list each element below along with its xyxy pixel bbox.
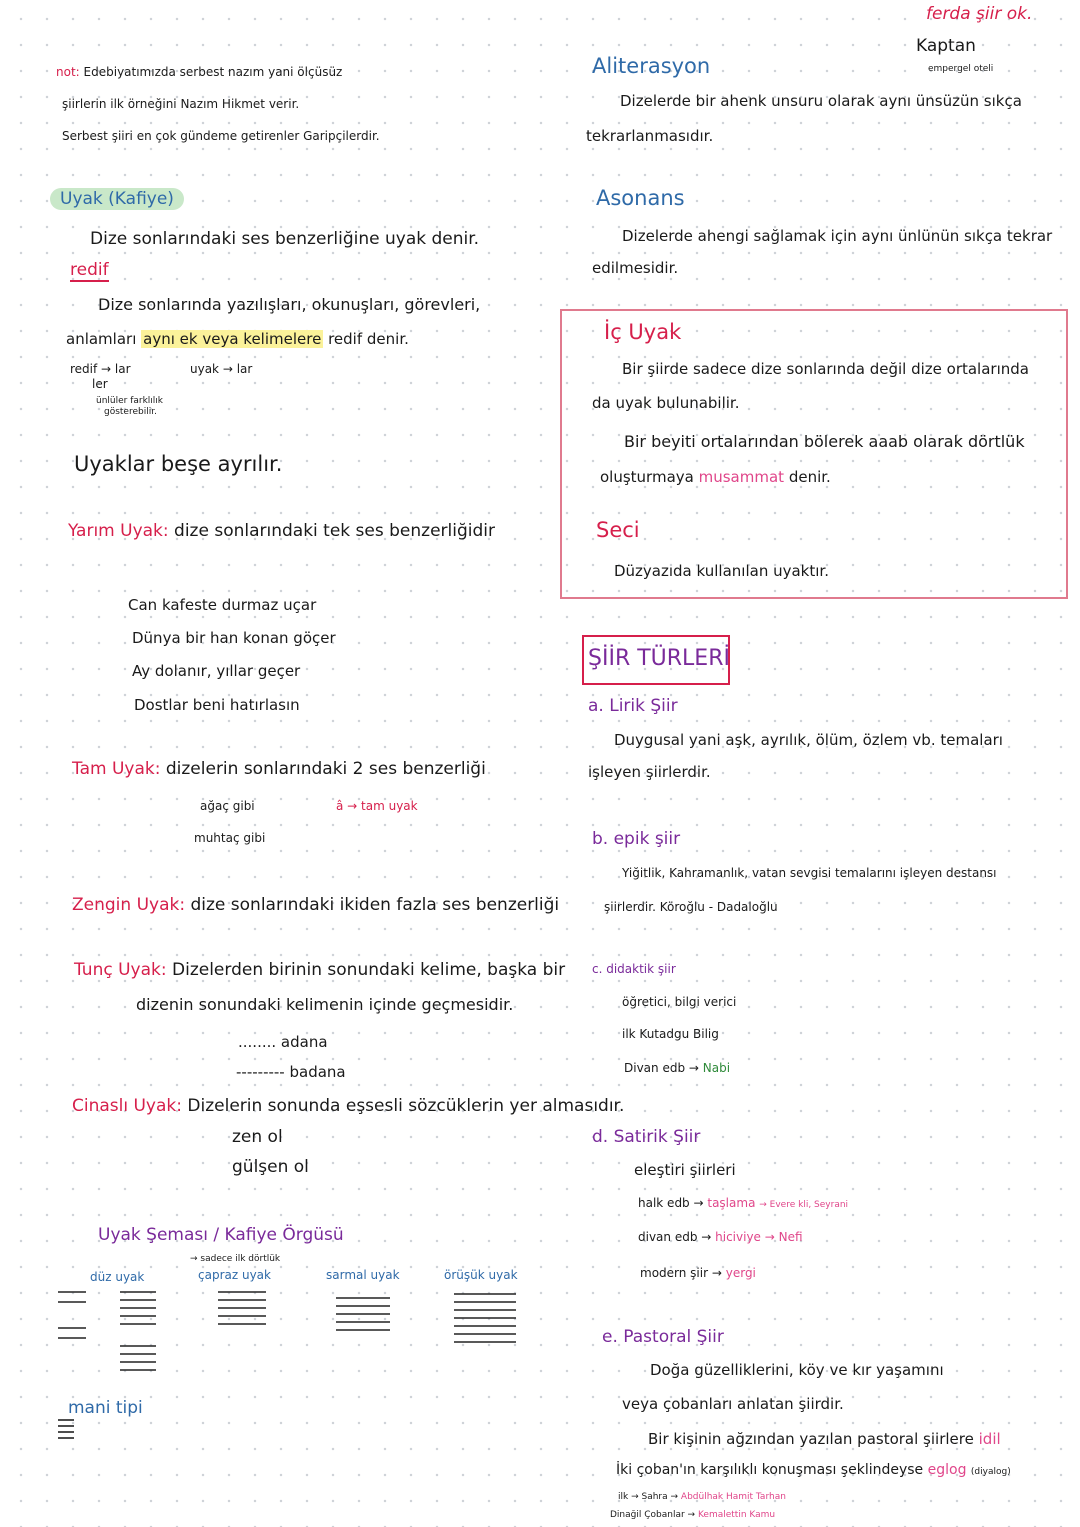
didaktik-line-2: ilk Kutadgu Bilig (622, 1027, 719, 1041)
ic-uyak-line-2: da uyak bulunabilir. (592, 394, 740, 412)
zengin-label: Zengin Uyak: (72, 895, 186, 915)
yergi: yergi (725, 1266, 756, 1280)
asonans-title: Asonans (596, 186, 685, 210)
satirik-line-1: eleştiri şiirleri (634, 1161, 736, 1179)
seci-line: Düzyazıda kullanılan uyaktır. (614, 562, 829, 580)
ic-line-4a: oluşturmaya (600, 468, 694, 486)
pastoral-line-5 (618, 1492, 786, 1503)
schema-capraz-label: çapraz uyak (198, 1268, 271, 1282)
aliterasyon-title: Aliterasyon (592, 54, 711, 78)
corner-note-kaptan: Kaptan (916, 36, 976, 56)
corner-note-title: ferda şiir ok. (926, 4, 1033, 24)
poem-line-2: Dünya bir han konan göçer (132, 629, 336, 647)
musammat-term: musammat (698, 468, 785, 486)
redif-line-2c: redif denir. (328, 330, 409, 348)
ic-uyak-box (560, 309, 1068, 599)
satirik-title: d. Satirik Şiir (592, 1127, 701, 1147)
satirik-line-3 (638, 1230, 803, 1244)
asonans-line-2: edilmesidir. (592, 259, 679, 277)
pastoral-title: e. Pastoral Şiir (602, 1327, 724, 1347)
pastoral-line-6 (610, 1510, 775, 1521)
pastoral-line-5a: ilk → Sahra → (618, 1492, 679, 1502)
abdulhak-hamit: Abdülhak Hamit Tarhan (680, 1492, 786, 1502)
didaktik-line-1: öğretici, bilgi verici (622, 995, 737, 1009)
ic-uyak-line-3: Bir beyiti ortalarından bölerek aaab olarak dörtlük (624, 432, 1025, 451)
schema-title: Uyak Şeması / Kafiye Örgüsü (98, 1225, 344, 1245)
seci-title: Seci (596, 518, 640, 542)
redif-note-1: redif → lar (70, 362, 131, 376)
didaktik-line-3 (624, 1061, 730, 1075)
note-line-1 (56, 65, 342, 79)
aliterasyon-line-2: tekrarlanmasıdır. (586, 127, 714, 145)
eglog: eglog (927, 1462, 967, 1478)
poem-line-1: Can kafeste durmaz uçar (128, 596, 317, 614)
schema-note: → sadece ilk dörtlük (190, 1254, 281, 1264)
cinasli-example-2: gülşen ol (232, 1157, 309, 1177)
tam-uyak (72, 759, 486, 779)
tunc-def-1: Dizelerden birinin sonundaki kelime, başka bir (172, 960, 566, 980)
yarim-uyak (68, 521, 495, 541)
pastoral-line-3a: Bir kişinin ağzından yazılan pastoral şiirlere (648, 1430, 974, 1448)
diyalog: (diyalog) (970, 1467, 1011, 1477)
epik-line-1: Yiğitlik, Kahramanlık, vatan sevgisi temalarını işleyen destansı (622, 866, 997, 880)
pastoral-line-3 (648, 1430, 1001, 1448)
ic-line-4c: denir. (788, 468, 831, 486)
uyak-title (50, 189, 184, 209)
poem-line-3: Ay dolanır, yıllar geçer (132, 662, 301, 680)
pastoral-line-2: veya çobanları anlatan şiirdir. (622, 1395, 844, 1413)
pastoral-line-1: Doğa güzelliklerini, köy ve kır yaşamını (650, 1361, 944, 1379)
nefi: → Nefi (764, 1230, 803, 1244)
redif-note-2: ler (92, 377, 108, 391)
uyak-types: Uyaklar beşe ayrılır. (74, 452, 283, 476)
tam-label: Tam Uyak: (72, 759, 161, 779)
redif-line-1: Dize sonlarında yazılışları, okunuşları, görevleri, (98, 295, 481, 314)
tam-def: dizelerin sonlarındaki 2 ses benzerliği (165, 759, 486, 779)
redif-highlight: aynı ek veya kelimelere (143, 330, 322, 348)
cinasli-example-1: zen ol (232, 1127, 283, 1147)
lirik-line-2: işleyen şiirlerdir. (588, 763, 711, 781)
ic-uyak-line-1: Bir şiirde sadece dize sonlarında değil dize ortalarında (622, 360, 1029, 378)
epik-line-2: şiirlerdir. Köroğlu - Dadaloğlu (604, 900, 778, 914)
cinasli-def: Dizelerin sonunda eşsesli sözcüklerin yer almasıdır. (187, 1096, 625, 1116)
corner-note-oteli: empergel oteli (928, 64, 994, 74)
epik-title: b. epik şiir (592, 829, 681, 849)
tam-example-2: muhtaç gibi (194, 831, 266, 845)
tam-example-1: ağaç gibi (200, 799, 255, 813)
uyak-title-text: Uyak (Kafiye) (50, 188, 184, 210)
tunc-example-2: --------- badana (236, 1063, 346, 1081)
satirik-line-2a: halk edb → (638, 1196, 704, 1210)
schema-orusuk-label: örüşük uyak (444, 1268, 518, 1282)
kemalettin-kamu: Kemalettin Kamu (697, 1510, 776, 1520)
satirik-line-4 (640, 1266, 756, 1280)
note-label: not: (56, 65, 80, 79)
tunc-label: Tunç Uyak: (74, 960, 167, 980)
ic-uyak-title: İç Uyak (604, 320, 682, 344)
schema-sarmal-label: sarmal uyak (326, 1268, 400, 1282)
uyak-note: uyak → lar (190, 362, 253, 376)
tunc-example-1: ........ adana (238, 1033, 328, 1051)
yarim-label: Yarım Uyak: (68, 521, 169, 541)
satirik-line-2 (638, 1196, 848, 1211)
ic-uyak-line-4 (600, 468, 831, 486)
pastoral-line-4a: İki çoban'ın karşılıklı konuşması şeklindeyse (616, 1462, 924, 1478)
hiciviye: hiciviye (715, 1230, 761, 1244)
taslama: taşlama (707, 1196, 756, 1210)
tam-note: â → tam uyak (336, 799, 418, 813)
note-line-2: şiirlerin ilk örneğini Nazım Hikmet verir. (62, 97, 300, 111)
yarim-def: dize sonlarındaki tek ses benzerliğidir (174, 521, 495, 541)
pastoral-line-6a: Dinağil Çobanlar → (610, 1510, 696, 1520)
satirik-line-4a: modern şiir → (640, 1266, 722, 1280)
siir-turleri-title: ŞİİR TÜRLERİ (588, 646, 730, 671)
pastoral-line-4 (616, 1462, 1011, 1479)
satirik-line-2c: → Evere kli, Seyrani (759, 1200, 849, 1210)
mani-tipi: mani tipi (68, 1398, 143, 1418)
aliterasyon-line-1: Dizelerde bir ahenk unsuru olarak aynı ünsüzün sıkça (620, 92, 1022, 110)
zengin-def: dize sonlarındaki ikiden fazla ses benzerliği (190, 895, 560, 915)
redif-line-2 (66, 330, 409, 348)
note-text-1: Edebiyatımızda serbest nazım yani ölçüsüz (83, 65, 343, 79)
idil: idil (978, 1430, 1001, 1448)
tunc-def-2: dizenin sonundaki kelimenin içinde geçmesidir. (136, 995, 514, 1014)
redif-line-2a: anlamları (66, 330, 137, 348)
redif-note-4: gösterebilir. (104, 407, 157, 417)
didaktik-title: c. didaktik şiir (592, 962, 676, 976)
cinasli-label: Cinaslı Uyak: (72, 1096, 182, 1116)
zengin-uyak (72, 895, 559, 915)
poem-line-4: Dostlar beni hatırlasın (134, 696, 300, 714)
note-line-3: Serbest şiiri en çok gündeme getirenler Garipçilerdir. (62, 129, 380, 143)
redif-note-3: ünlüler farklılık (96, 396, 164, 406)
uyak-definition: Dize sonlarındaki ses benzerliğine uyak denir. (90, 229, 480, 249)
cinasli-uyak (72, 1096, 624, 1116)
redif-label: redif (70, 260, 109, 282)
asonans-line-1: Dizelerde ahengi sağlamak için aynı ünlünün sıkça tekrar (622, 227, 1053, 245)
satirik-line-3a: divan edb → (638, 1230, 712, 1244)
lirik-title: a. Lirik Şiir (588, 696, 678, 716)
schema-duz-label: düz uyak (90, 1270, 145, 1284)
nabi: Nabi (702, 1061, 731, 1075)
lirik-line-1: Duygusal yani aşk, ayrılık, ölüm, özlem vb. temaları (614, 731, 1003, 749)
didaktik-line-3a: Divan edb → (624, 1061, 699, 1075)
tunc-uyak (74, 960, 565, 980)
